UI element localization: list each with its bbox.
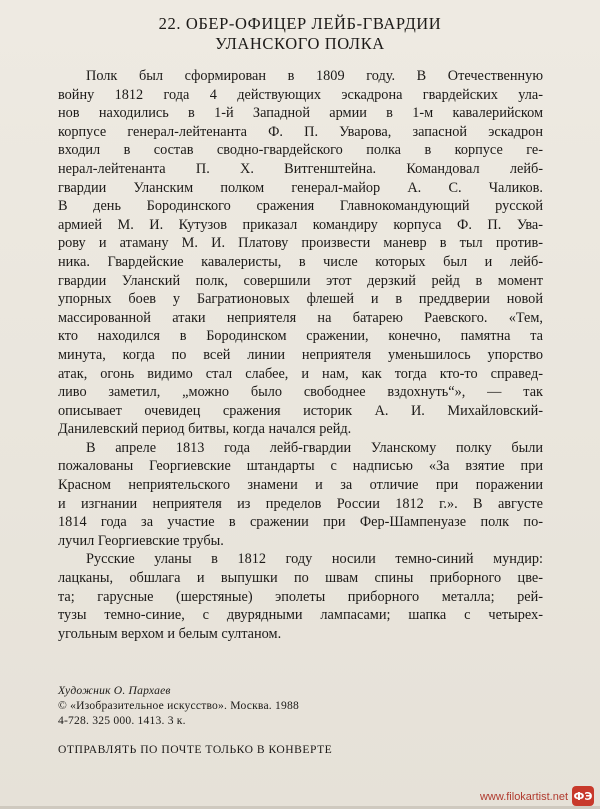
text-line: Русские уланы в 1812 году носили темно-синий мундир: xyxy=(86,551,543,568)
text-line: нерал-лейтенанта П. Х. Витгенштейна. Командовал лейб- xyxy=(58,160,543,177)
text-line: массированной атаки неприятеля на батарею Раевского. «Тем, xyxy=(58,309,543,326)
text-line: В день Бородинского сражения Главнокомандующий русской xyxy=(58,198,543,215)
text-line: минута, когда по всей линии неприятеля уменьшилось упорство xyxy=(58,346,543,363)
text-line: В апреле 1813 года лейб-гвардии Уланскому полку были xyxy=(86,439,543,456)
credits-block xyxy=(58,683,299,728)
title-line-1: 22. ОБЕР-ОФИЦЕР ЛЕЙБ-ГВАРДИИ xyxy=(158,14,442,33)
postal-note: ОТПРАВЛЯТЬ ПО ПОЧТЕ ТОЛЬКО В КОНВЕРТЕ xyxy=(58,743,333,756)
text-line: кто находился в Бородинском сражении, конечно, памятна та xyxy=(58,328,543,345)
text-line: ника. Гвардейские кавалеристы, в числе которых был и лейб- xyxy=(58,253,543,270)
text-line: пожалованы Георгиевские штандарты с надписью «За взятие при xyxy=(58,458,543,475)
text-line: входил в состав сводно-гвардейского полка в корпусе ге- xyxy=(58,142,543,159)
text-line: лацканы, обшлага и выпушки по швам спины приборного цве- xyxy=(58,570,543,587)
artist-credit: Художник О. Пархаев xyxy=(58,684,171,697)
text-line: угольным верхом и белым султаном. xyxy=(58,625,282,642)
text-line: рову и атаману М. И. Платову произвести маневр в тыл против- xyxy=(58,235,543,252)
text-line: атак, огонь видимо стал слабее, и нам, как тогда кто-то справед- xyxy=(58,365,543,382)
text-line: Красном неприятельского знамени и за отличие при поражении xyxy=(58,477,543,494)
text-line: нов находились в 1-й Западной армии в 1-м кавалерийском xyxy=(58,105,543,122)
text-line: ливо заметил, „можно было свободнее вздохнуть“», — так xyxy=(58,384,543,401)
text-line: армией М. И. Кутузов приказал командиру корпуса Ф. П. Ува- xyxy=(58,216,543,233)
text-line: корпусе генерал-лейтенанта Ф. П. Уварова, запасной эскадрон xyxy=(58,123,543,140)
text-line: описывает очевидец сражения историк А. И. Михайловский- xyxy=(58,402,543,419)
text-line: войну 1812 года 4 действующих эскадрона гвардейских ула- xyxy=(58,86,543,103)
text-line: гвардии Уланским полком генерал-майор А. С. Чаликов. xyxy=(58,179,543,196)
publisher-credit: © «Изобразительное искусство». Москва. 1988 xyxy=(58,699,299,712)
text-line: Данилевский период битвы, когда начался рейд. xyxy=(58,421,352,438)
text-line: та; гарусные (шерстяные) эполеты приборного металла; рей- xyxy=(58,588,543,605)
text-line: лучил Георгиевские трубы. xyxy=(58,532,224,549)
title-line-2: УЛАНСКОГО ПОЛКА xyxy=(215,34,385,53)
text-line: гвардии Уланский полк, совершили этот дерзкий рейд в момент xyxy=(58,272,543,289)
watermark-url: www.filokartist.net xyxy=(479,791,568,803)
text-line: упорных боев у Багратионовых флешей и в преддверии новой xyxy=(58,291,543,308)
text-line: 1814 года за участие в сражении при Фер-Шампенуазе полк по- xyxy=(58,514,543,531)
text-line: Полк был сформирован в 1809 году. В Отечественную xyxy=(86,68,543,84)
print-info: 4-728. 325 000. 1413. 3 к. xyxy=(58,714,186,727)
page-title xyxy=(0,14,600,54)
text-line: тузы темно-синие, с двурядными лампасами; шапка с четырех- xyxy=(58,607,543,624)
text-line: и изгнании неприятеля из пределов России 1812 г.». В августе xyxy=(58,495,543,512)
watermark-logo: ФЭ xyxy=(572,786,594,806)
description-text xyxy=(58,67,543,643)
